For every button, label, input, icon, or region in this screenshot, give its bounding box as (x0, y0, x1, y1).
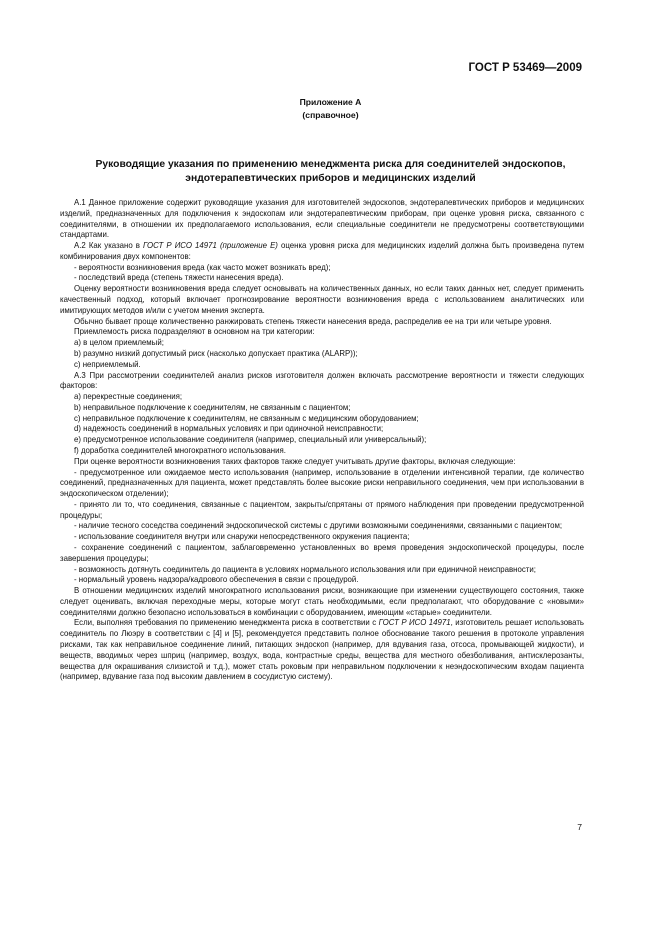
paragraph-other-factors: При оценке вероятности возникновения таких факторов также следует учитывать другие факторы, включая следующие: (74, 456, 516, 466)
paragraph-luer (60, 618, 584, 683)
document-body (60, 198, 584, 683)
paragraph-ranking: Обычно бывает проще количественно ранжировать степень тяжести нанесения вреда, распределив ее на три или четыре уровня. (74, 316, 552, 326)
list-item: с) неправильное подключение к соединителям, не связанным с медицинским оборудованием; (74, 413, 419, 423)
standard-reference: ГОСТ Р ИСО 14971 (378, 618, 451, 628)
list-item: а) в целом приемлемый; (74, 338, 164, 348)
paragraph-a3: А.3 При рассмотрении соединителей анализ рисков изготовителя должен включать рассмотрение вероятности и тяжести следующих факторов: (60, 370, 584, 391)
list-item: а) перекрестные соединения; (74, 392, 183, 402)
paragraph-a2-pre: А.2 Как указано в (74, 241, 144, 251)
paragraph-reuse: В отношении медицинских изделий многократного использования риски, возникающие при изменении существующего состояния, также следует оценивать, включая переходные меры, которые могут стать необходимыми, если предполагают, что оборудование с «новыми» соединителями должно безопасно использоваться в комбинации с оборудованием, имеющим «старые» соединители. (60, 586, 584, 617)
list-item: - принято ли то, что соединения, связанные с пациентом, закрыты/спрятаны от прямого наблюдения при проведении предусмотренной процедуры; (60, 499, 584, 520)
list-item: - сохранение соединений с пациентом, заблаговременно установленных во время проведения эндоскопической процедуры, после завершения процедуры; (60, 543, 584, 563)
list-item: е) предусмотренное использование соединителя (например, специальный или универсальный); (74, 435, 427, 445)
list-item: - вероятности возникновения вреда (как часто может возникать вред); (74, 262, 331, 272)
list-item: - предусмотренное или ожидаемое место использования (например, использование в отделении интенсивной терапии, где количество соединений, предназначенных для пациента, может представлять более высокие риски неправильного соединения, чем при использовании в эндоскопическом отделении); (60, 467, 584, 499)
paragraph-a2 (60, 241, 584, 263)
list-item: - использование соединителя внутри или снаружи непосредственного окружения пациента; (74, 532, 410, 542)
paragraph-a1: А.1 Данное приложение содержит руководящие указания для изготовителей эндоскопов, эндотерапевтических приборов и медицинских изделий, предназначенных для подключения к эндоскопам или эндотерапевтическим приборам, при оценке уровня риска, связанного с соединителями, в отношении их предполагаемого использования, если специальные соединители не предусмотрены соответствующими стандартами. (60, 198, 584, 240)
paragraph-luer-pre: Если, выполняя требования по применению менеджмента риска в соответствии с (74, 618, 379, 628)
appendix-note: (справочное) (302, 110, 359, 120)
appendix-title: Приложение А (299, 97, 362, 107)
paragraph-estimation: Оценку вероятности возникновения вреда следует основывать на количественных данных, но если таких данных нет, следует применить качественный подход, который включает прогнозирование вероятности возникновения вреда с использованием аналитических или имитирующих методов и/или с учетом мнения эксперта. (60, 284, 584, 315)
page-number: 7 (577, 822, 582, 832)
section-title-line-2: эндотерапевтических приборов и медицинских изделий (185, 173, 476, 184)
document-id: ГОСТ Р 53469—2009 (468, 62, 582, 74)
list-item: - последствий вреда (степень тяжести нанесения вреда). (74, 273, 284, 283)
list-item: - возможность дотянуть соединитель до пациента в условиях нормального использования или при единичной неисправности; (74, 564, 536, 574)
paragraph-a2-post: оценка уровня риска для медицинских изделий должна быть произведена путем комбинирования двух компонентов: (60, 241, 584, 261)
list-item: b) разумно низкий допустимый риск (насколько допускает практика (ALARP)); (74, 348, 358, 358)
list-item: с) неприемлемый. (74, 359, 141, 369)
section-title-line-1: Руководящие указания по применению менеджмента риска для соединителей эндоскопов, (95, 159, 566, 170)
list-item: d) надежность соединений в нормальных условиях и при одиночной неисправности; (74, 424, 384, 434)
list-item: - нормальный уровень надзора/кадрового обеспечения в связи с процедурой. (74, 575, 359, 585)
appendix-heading (0, 96, 661, 122)
paragraph-acceptability: Приемлемость риска подразделяют в основном на три категории: (74, 327, 315, 337)
standard-reference: ГОСТ Р ИСО 14971 (приложение Е) (143, 241, 278, 251)
list-item: b) неправильное подключение к соединителям, не связанным с пациентом; (74, 402, 351, 412)
paragraph-luer-post: , изготовитель решает использовать соединитель по Люэру в соответствии с [4] и [5], рекомендуется представить полное обоснование такого решения в протоколе управления рисками, так как неправильное соединение линий, питающих эндоскоп (например, для вдувания газа, отсоса, промывающей жидкости), и веществ, вводимых через шприц (например, воздух, вода, контрастные среды, вещества для местного обезболивания, антисклерозанты, вещества для окрашивания слизистой и т.д.), может стать роковым при неправильном подключении к неэндоскопическим входам пациента (например, вдувание газа под высоким давлением в сосудистую систему). (60, 618, 585, 682)
list-item: f) доработка соединителей многократного использования. (74, 445, 286, 455)
section-title (60, 158, 601, 186)
list-item: - наличие тесного соседства соединений эндоскопической системы с другими возможными соединениями, связанными с пациентом; (74, 521, 563, 531)
